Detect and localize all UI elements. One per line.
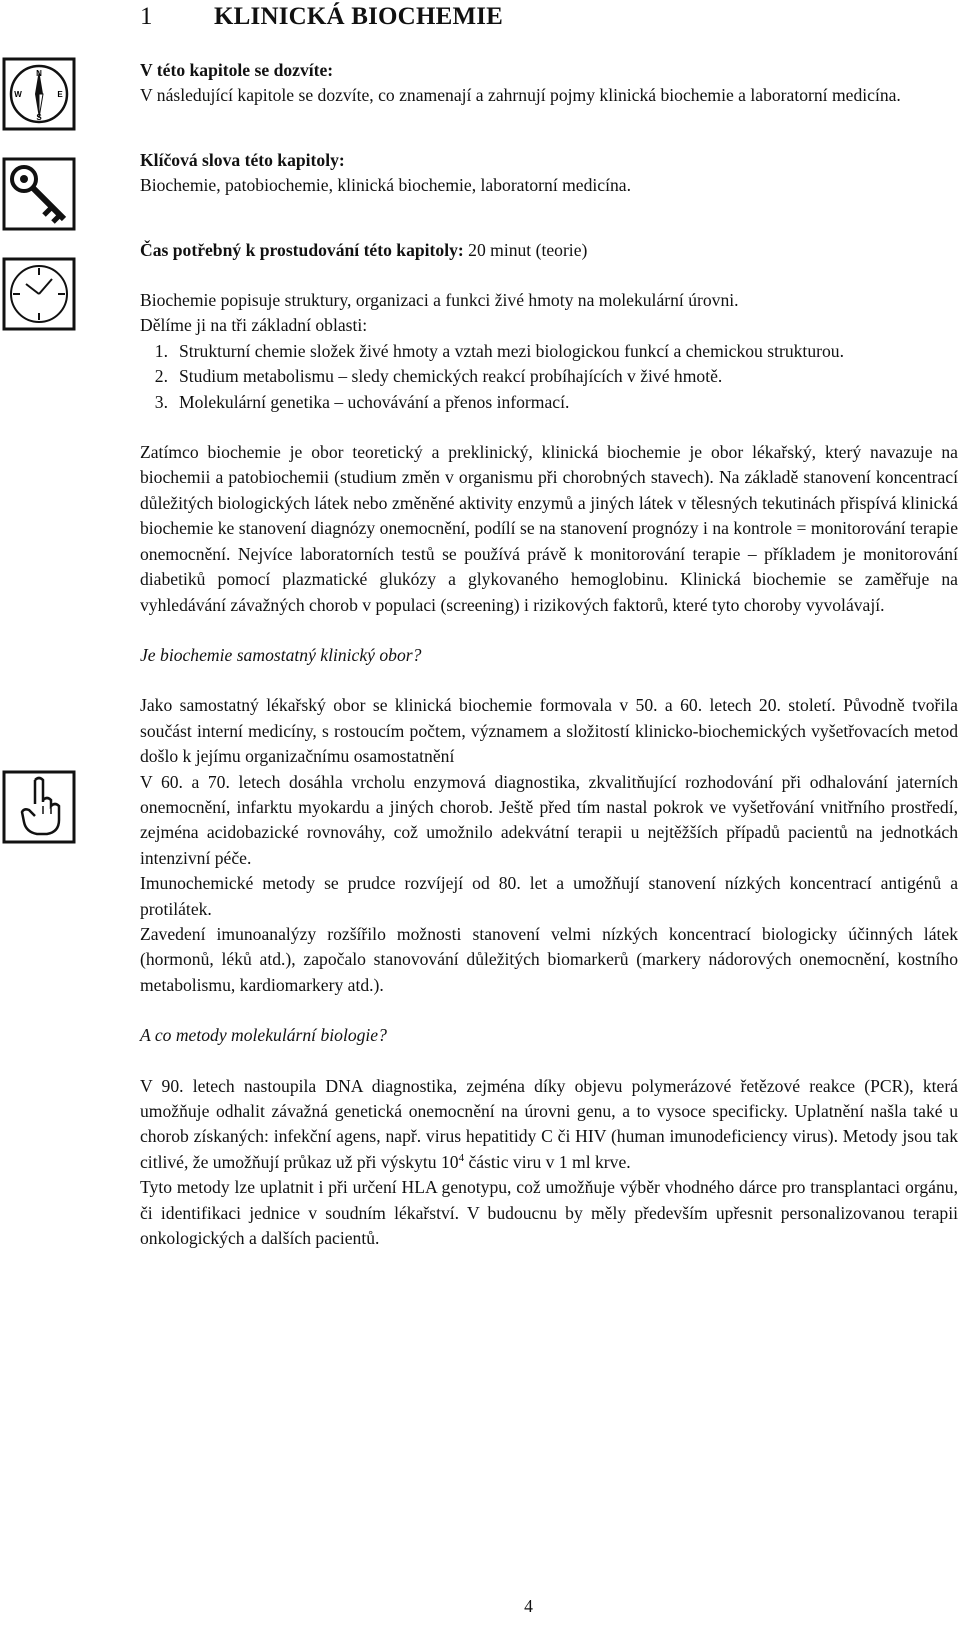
definition-line-2: Dělíme ji na tři základní oblasti: bbox=[140, 315, 368, 336]
clock-icon bbox=[2, 257, 76, 331]
intro-text: V následující kapitole se dozvíte, co znamenají a zahrnují pojmy klinická biochemie a laboratorní medicína. bbox=[140, 85, 901, 106]
paragraph-hla-genotype: Tyto metody lze uplatnit i při určení HLA genotypu, což umožňuje výběr vhodného dárce pro transplantaci orgánu, či identifikaci jednice v soudním lékařství. V budoucnu by měly především upřesnit personalizovanou terapii onkologických a dalších pacientů. bbox=[140, 1177, 958, 1249]
svg-text:W: W bbox=[14, 90, 22, 99]
list-item: 2. Studium metabolismu – sledy chemických reakcí probíhajících v živé hmotě. bbox=[154, 366, 723, 387]
chapter-number: 1 bbox=[140, 3, 153, 30]
chapter-heading bbox=[140, 2, 503, 32]
paragraph-dna-diagnostics: V 90. letech nastoupila DNA diagnostika, zejména díky objevu polymerázové řetězové reakce (PCR), která umožňuje odhalit závažná genetická onemocnění na úrovni genu, a to vysoce specificky. Uplatnění našla také u chorob získaných: infekční agens, např. virus hepatitidy C či HIV (human imunodeficiency virus). Metody jsou tak citlivé, že umožňují průkaz už při výskytu $10^4$ částic viru v 1 ml krve. bbox=[140, 1075, 958, 1172]
paragraph-immunoanalysis: Zavedení imunoanalýzy rozšířilo možnosti stanovení velmi nízkých koncentrací biologicky účinných látek (hormonů, léků atd.), započalo stanovování důležitých biomarkerů (markery nádorových onemocnění, kostního metabolismu, kardiomarkery atd.). bbox=[140, 923, 958, 995]
areas-list bbox=[100, 339, 958, 415]
svg-text:E: E bbox=[57, 90, 63, 99]
list-item: 1. Strukturní chemie složek živé hmoty a vztah mezi biologickou funkcí a chemickou strukturou. bbox=[154, 340, 844, 361]
compass-icon bbox=[2, 57, 76, 131]
time-label: Čas potřebný k prostudování této kapitoly: bbox=[140, 239, 464, 260]
definition-line-1: Biochemie popisuje struktury, organizaci a funkci živé hmoty na molekulární úrovni. bbox=[140, 290, 739, 311]
key-icon bbox=[2, 157, 76, 231]
intro-label: V této kapitole se dozvíte: bbox=[140, 60, 334, 80]
keywords-text: Biochemie, patobiochemie, klinická biochemie, laboratorní medicína. bbox=[140, 175, 631, 196]
document-body bbox=[140, 58, 958, 1251]
list-item: 3. Molekulární genetika – uchovávání a přenos informací. bbox=[154, 391, 570, 412]
paragraph-history: Jako samostatný lékařský obor se klinická biochemie formovala v 50. a 60. letech 20. století. Původně tvořila součást interní medicíny, s rostoucím počtem, významem a složitostí klinicko-biochemických vyšetřovacích metod došlo k jejímu organizačnímu osamostatnění bbox=[140, 695, 958, 767]
svg-text:S: S bbox=[36, 113, 42, 122]
question-molecular-biology: A co metody molekulární biologie? bbox=[140, 1025, 387, 1046]
time-line bbox=[140, 238, 958, 263]
keywords-label: Klíčová slova této kapitoly: bbox=[140, 149, 345, 170]
time-text: 20 minut (teorie) bbox=[463, 239, 588, 260]
paragraph-immunochemistry: Imunochemické metody se prudce rozvíjejí od 80. let a umožňují stanovení nízkých koncentrací antigénů a protilátek. bbox=[140, 873, 958, 919]
chapter-title: KLINICKÁ BIOCHEMIE bbox=[214, 3, 504, 30]
page-number: 4 bbox=[524, 1596, 533, 1616]
pointing-hand-icon bbox=[2, 770, 76, 844]
paragraph-enzyme-diagnostics: V 60. a 70. letech dosáhla vrcholu enzymová diagnostika, zkvalitňující rozhodování při odhalování jaterních onemocnění, infarktu myokardu a jiných chorob. Ještě před tím nastal pokrok ve vyšetřování vnitřního prostředí, zejména acidobazické rovnováhy, což umožnilo adekvátní terapii u nejtěžších případů pacientů na jednotkách intenzivní péče. bbox=[140, 771, 958, 868]
question-independent-field: Je biochemie samostatný klinický obor? bbox=[140, 644, 422, 665]
svg-text:N: N bbox=[36, 69, 42, 78]
paragraph-clinical-biochemistry: Zatímco biochemie je obor teoretický a preklinický, klinická biochemie je obor lékařský, který navazuje na biochemii a patobiochemii (studium změn v organismu při chorobných stavech). Na základě stanovení koncentrací důležitých biologických látek nebo změněné aktivity enzymů a jiných látek v tělesných tekutinách přispívá klinická biochemie ke stanovení diagnózy onemocnění, podílí se na stanovení prognózy i na kontrole = monitorování terapie onemocnění. Nejvíce laboratorních testů se používá právě k monitorování terapie – příkladem je monitorování diabetiků pomocí plazmatické glukózy a glykovaného hemoglobinu. Klinická biochemie se zaměřuje na vyhledávání závažných chorob v populaci (screening) i rizikových faktorů, které tyto choroby vyvolávají. bbox=[140, 442, 958, 615]
